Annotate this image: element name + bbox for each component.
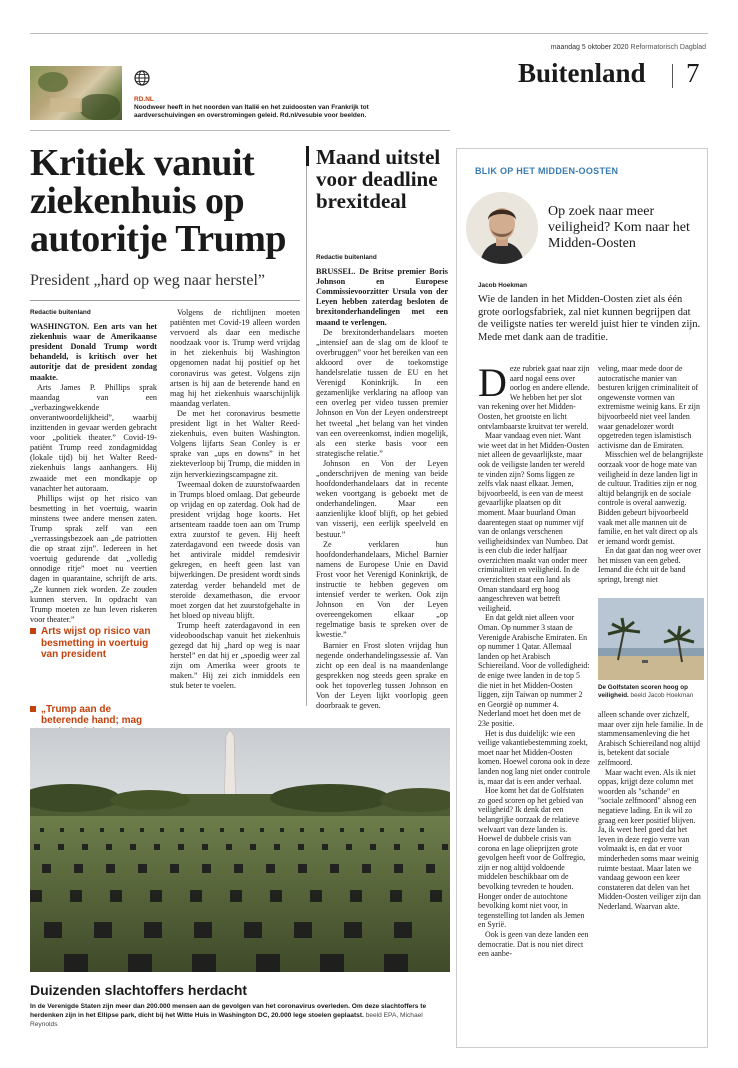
- brexit-article: [316, 253, 448, 711]
- column-text-col2: [598, 364, 704, 585]
- brexit-paragraph: Barnier en Frost sloten vrijdag hun negende onderhandelingssessie af. Van zicht op een deal is na maandenlange gesprekken nog steeds geen sprake en ook het topoverleg tussen Johnson en Von der Leyen lijkt voorlopig geen doorbraak te geven.: [316, 640, 448, 711]
- main-article-col2: [170, 308, 300, 692]
- column-paragraph: Misschien wel de belangrijkste oorzaak voor de hoge mate van veiligheid in deze landen ligt in de cultuur. Tradities zijn er nog altijd belangrijk en de sociale controle is overal aanwezig. Bidden gebeurt bijvoorbeeld vaak met alle mannen uit de familie, en het valt direct op als er iemand wordt gemist.: [598, 450, 703, 546]
- page-number: 7: [686, 58, 700, 88]
- callout-marker: [30, 628, 36, 634]
- golf-states-photo[interactable]: [598, 598, 704, 680]
- brexit-paragraph: Ze verklaren hun hoofdonderhandelaars, Michel Barnier namens de Europese Unie en David Frost voor het Verenigd Koninkrijk, de instructie te hebben gegeven om intensief verder te werken. Ook zijn Johnson en Von der Leyen overeengekomen elkaar „op regelmatige basis te spreken over de kwestie.”: [316, 539, 448, 640]
- headline-rule: [30, 300, 300, 301]
- main-paragraph: Trump heeft zaterdagavond in een videoboodschap vanuit het ziekenhuis gezegd dat hij „hard op weg is naar herstel” en dat hij er „spoedig weer zal zijn om Amerika weer groots te maken.” Hij zei zich inmiddels een stuk beter te voelen.: [170, 620, 300, 691]
- photo-headline: Duizenden slachtoffers herdacht: [30, 982, 248, 998]
- column-intro: Wie de landen in het Midden-Oosten ziet als één grote oorlogsfabriek, zal niet kunnen begrijpen dat de veiligste naties ter wereld juist hier te vinden zijn. Mede met dank aan de traditie.: [478, 294, 701, 343]
- column-paragraph: alleen schande over zichzelf, maar over zijn hele familie. In de stammensamenleving die het Arabisch Schiereiland nog altijd is, betekent dat sociale zelfmoord.: [598, 710, 703, 767]
- golf-states-photo-image: [598, 598, 704, 680]
- section-divider: [672, 64, 673, 88]
- golf-states-credit: beeld Jacob Hoekman: [630, 692, 694, 699]
- main-byline: Redactie buitenland: [30, 309, 91, 316]
- date-line: maandag 5 oktober 2020 Reformatorisch Dagblad: [550, 44, 706, 51]
- column-paragraph: veling, maar mede door de autocratische manier van besturen krijgen criminaliteit of ongewenste vormen van extremisme weinig kans. Er zijn bijvoorbeeld niet veel landen waar genadelozer wordt opgetreden tegen islamistisch activisme dan de Emiraten.: [598, 364, 700, 450]
- dropcap: D: [478, 360, 507, 405]
- teaser-thumbnail[interactable]: [30, 66, 122, 120]
- main-lead: WASHINGTON. Een arts van het ziekenhuis waar de Amerikaanse president Donald Trump wordt behandeld, is kritisch over het autoritje dat de president zondag maakte.: [30, 322, 157, 382]
- callout-quote-2: „Trump aan de beterende hand; mag: [30, 704, 158, 739]
- column-author: Jacob Hoekman: [478, 282, 528, 289]
- column-text-col1: Deze rubriek gaat naar zijn aard nogal eens over oorlog en andere ellende. We hebben het per slot van rekening over het Midden-Oosten, het grootste en licht ontvlambaarste kruitvat ter wereld. Maar vandaag even niet. Want wie weet dat in het Midden-Oosten niet alleen de gevaarlijkste, maar ook de veiligste landen ter wereld te vinden zijn? Soms liggen ze zelfs vlak naast elkaar. Jemen, bijvoorbeeld, is een van de meest gevaarlijke plaatsen op dit moment. Maar buurland Oman daarentegen staat op nummer vijf van de onlangs verschenen veiligheidsindex van Numbeo. Dat is een club die ieder halfjaar overzichten maakt van onder meer criminaliteit en veiligheid. In de overzichten staat een land als Oman standaard erg hoog aangeschreven wat betreft veiligheid. En dat geldt niet alleen voor Oman. Op nummer 3 staan de Verenigde Arabische Emiraten. En op nummer 1 Qatar. Allemaal landen op het Arabisch Schiereiland. Voor de volledigheid: de enige twee landen in de top 5 die niet in het Midden-Oosten liggen, zijn Taiwan op nummer 2 en Georgië op nummer 4. Nederland moet het doen met de 23e positie. Het is dus duidelijk: wie een veilige vakantiebestemming zoekt, moet naar het Midden-Oosten komen. Hoewel corona ook in deze landen nog lang niet onder controle is, maar dat is een ander verhaal. Hoe komt het dat de Golfstaten zo goed scoren op het gebied van veiligheid? Ik denk dat een belangrijke oorzaak de relatieve welvaart van deze landen is. Hoewel de dubbele crisis van corona en lage olieprijzen grote gevolgen heeft voor de Golfregio, zijn er nog altijd voldoende middelen beschikbaar om de bevolking tevreden te houden. Honger onder de autochtone bevolking komt niet voor, in tegenstelling tot landen als Jemen en Syrië. Ook is geen van deze landen een democratie. Dat is nou niet direct een aanbe-: [478, 360, 590, 959]
- column-paragraph: Ook is geen van deze landen een democratie. Dat is nou niet direct een aanbe-: [478, 930, 589, 959]
- section-title: Buitenland: [518, 58, 646, 88]
- globe-icon: [134, 70, 150, 86]
- main-paragraph: Tweemaal doken de zuurstofwaarden in Trumps bloed omlaag. Dat gebeurde op vrijdag en op zaterdag. Ook had de president vrijdag hoge koorts. Het artsenteam raadde toen aan om Trump extra zuurstof te geven. Hij heeft zaterdagavond een tweede dosis van het antivirale middel remdesivir gekregen, en heeft geen last van bijwerkingen. De president wordt sinds zaterdag verder behandeld met de steroïde dexamethason, die ervoor moet zorgen dat het zuurstofgehalte in het bloed op niveau blijft.: [170, 479, 300, 620]
- brexit-byline: Redactie buitenland: [316, 254, 377, 261]
- memorial-photo[interactable]: [30, 728, 450, 972]
- main-paragraph: De met het coronavirus besmette president ligt in het Walter Reed-ziekenhuis, even buiten Washington. Volgens lijfarts Sean Conley is er sprake van „ups en downs” in het ziekteverloop bij Trump, die midden in zijn herverkiezingscampagne zit.: [170, 408, 300, 479]
- teaser-text[interactable]: Noodweer heeft in het noorden van Italië en het zuidoosten van Frankrijk tot aardverschuivingen en overstromingen geleid. Rd.nl/vesubie voor beelden.: [134, 104, 369, 119]
- column-paragraph: Maar wacht even. Als ik niet oppas, krijgt deze column met woorden als "schande" en "sociale zelfmoord" alsnog een negatieve lading. En ik wil zo graag een keer positief blijven. Ja, ik weet heel goed dat het leven in deze regio verre van volmaakt is, en dat er voor minderheden soms maar weinig ruimte bestaat. Maar laten we vandaag gewoon een keer constateren dat delen van het Midden-Oosten veiliger zijn dan Nederland. Waarvan akte.: [598, 767, 701, 911]
- column-text-col2-bottom: [598, 710, 704, 911]
- top-rule: [30, 33, 708, 34]
- main-paragraph: Volgens de richtlijnen moeten patiënten met Covid-19 alleen worden vervoerd als daar een medische noodzaak voor is. Trump werd vrijdag in het ziekenhuis bij Washington opgenomen nadat hij positief op het coronavirus was getest. Volgens zijn artsen is hij aan de beterende hand en mag hij het ziekenhuis waarschijnlijk maandag verlaten.: [170, 308, 300, 408]
- golf-states-caption: De Golfstaten scoren hoog op veiligheid. beeld Jacob Hoekman: [598, 684, 694, 699]
- teaser-rule: [30, 130, 450, 131]
- column-paragraph: En dat gaat dan nog weer over het missen van een gebed. Iemand die écht uit de band springt, brengt niet: [598, 546, 701, 585]
- column-title: Op zoek naar meer veiligheid? Kom naar het Midden-Oosten: [548, 204, 690, 251]
- callout-quote-1: Arts wijst op risico van besmetting in voertuig van president: [30, 626, 158, 661]
- brexit-paragraph: Johnson en Von der Leyen „onderschrijven de mening van beide hoofdonderhandelaars dat in recente weken voortgang is geboekt met de onderhandelingen. Maar een aanzienlijke kloof blijft, op het gebied van visserij, een eerlijk speelveld en bestuur.”: [316, 458, 448, 539]
- brexit-accent-bar: [306, 146, 309, 166]
- column-paragraph: Het is dus duidelijk: wie een veilige vakantiebestemming zoekt, moet naar het Midden-Oosten komen. Hoewel corona ook in deze landen nog lang niet onder controle is, maar dat is een ander verhaal.: [478, 728, 590, 786]
- photo-credit: beeld EPA, Michael Reynolds: [30, 1012, 423, 1028]
- author-avatar[interactable]: [466, 192, 538, 264]
- brexit-paragraph: De brexitonderhandelaars moeten „intensief aan de slag om de kloof te overbruggen” voor het bereiken van een akkoord over de toekomstige handelsrelatie tussen de EU en het Verenigd Koninkrijk. In een gezamenlijke verklaring na afloop van een overleg per video tussen premier Johnson en Von der Leyen onderstreept het tweetal „het belang van het vinden van een overeenkomst, indien mogelijk, als een sterke basis voor een strategische relatie.”: [316, 327, 448, 458]
- callout-marker: [30, 706, 36, 712]
- teaser-source[interactable]: RD.NL: [134, 96, 154, 103]
- main-paragraph: Arts James P. Phillips sprak maandag van een „verbazingwekkende onverantwoordelijkheid”, waarbij inzittenden in gevaar werden gebracht voor „politiek theater.” Covid-19-patiënt Trump reed zondagmiddag (lokale tijd) bij het Walter Reed-ziekenhuis langs aanhangers. Hij zwaaide met een mondkapje op vanachter het autoraam.: [30, 382, 157, 493]
- brexit-headline: Maand uitstel voor deadline brexitdeal: [316, 145, 441, 213]
- photo-caption: In de Verenigde Staten zijn meer dan 200.000 mensen aan de gevolgen van het coronavirus overleden. Om deze slachtoffers te herdenken zijn in het Ellipse park, dicht bij het Witte Huis in Washington DC, 20.000 lege stoelen geplaatst. beeld EPA, Michael Reynolds: [30, 1003, 427, 1028]
- column-separator: [306, 146, 307, 706]
- main-subheadline: President „hard op weg naar herstel”: [30, 272, 266, 289]
- main-headline: Kritiek vanuit ziekenhuis op autoritje Trump: [30, 142, 287, 260]
- author-portrait-image: [466, 192, 538, 264]
- main-paragraph: Phillips wijst op het risico van besmetting in het voertuig, waarin minstens twee andere mensen zaten. Trump sprak zelf van een „verrassingsbezoek aan „de patriotten die op straat zijn”. Iedereen in het voertuig gedurende dat „volledig onnodige ritje” moet nu veertien dagen in quarantaine, schrijft de arts. „Ze kunnen ziek worden. Ze zouden kunnen sterven. In opdracht van Trump moeten ze hun leven riskeren voor theater.”: [30, 493, 157, 624]
- column-paragraph: Hoe komt het dat de Golfstaten zo goed scoren op het gebied van veiligheid? Ik denk dat een belangrijke oorzaak de relatieve welvaart van deze landen is. Hoewel de dubbele crisis van corona en lage olieprijzen grote gevolgen heeft voor de Golfregio, zijn er nog altijd voldoende middelen beschikbaar om de bevolking tevreden te houden. Honger onder de autochtone bevolking komt niet voor, in tegenstelling tot landen als Jemen en Syrië.: [478, 786, 586, 930]
- main-article-col1: [30, 308, 157, 625]
- column-paragraph: Maar vandaag even niet. Want wie weet dat in het Midden-Oosten niet alleen de gevaarlijkste, maar ook de veiligste landen ter wereld te vinden zijn? Soms liggen ze zelfs vlak naast elkaar. Jemen, bijvoorbeeld, is een van de meest gevaarlijke plaatsen op dit moment. Maar buurland Oman daarentegen staat op nummer vijf van de onlangs verschenen veiligheidsindex van Numbeo. Dat is een club die ieder halfjaar overzichten maakt van onder meer criminaliteit en veiligheid. In de overzichten staat een land als Oman standaard erg hoog aangeschreven wat betreft veiligheid.: [478, 431, 590, 613]
- column-kicker: BLIK OP HET MIDDEN-OOSTEN: [475, 166, 619, 176]
- column-paragraph: En dat geldt niet alleen voor Oman. Op nummer 3 staan de Verenigde Arabische Emiraten. En op nummer 1 Qatar. Allemaal landen op het Arabisch Schiereiland. Voor de volledigheid: de enige twee landen in de top 5 die niet in het Midden-Oosten liggen, zijn Taiwan op nummer 2 en Georgië op nummer 4. Nederland moet het doen met de 23e positie.: [478, 613, 590, 728]
- memorial-photo-image: [30, 728, 450, 972]
- brexit-lead: BRUSSEL. De Britse premier Boris Johnson en Europese Commissievoorzitter Ursula von der Leyen hebben zaterdag besloten de brexitonderhandelingen met een maand te verlengen.: [316, 267, 448, 327]
